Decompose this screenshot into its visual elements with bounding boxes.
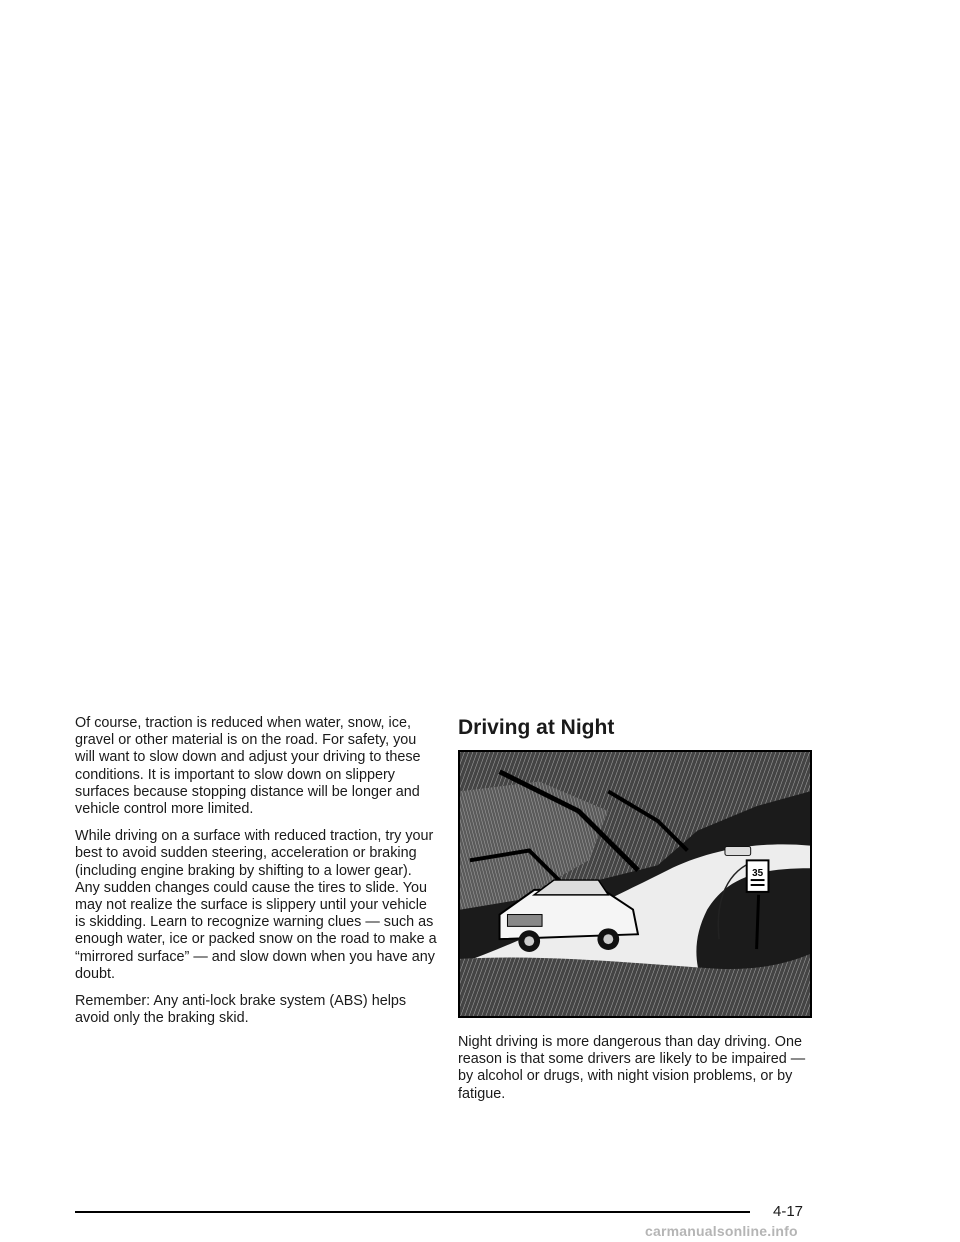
left-column xyxy=(75,715,437,1037)
paragraph-night-driving: Night driving is more dangerous than day driving. One reason is that some drivers are likely to be impaired — by alcohol or drugs, with night vision problems, or by fatigue. xyxy=(458,1034,806,1102)
section-heading: Driving at Night xyxy=(458,716,615,739)
night-road-image xyxy=(460,752,810,1016)
watermark: carmanualsonline.info xyxy=(645,1223,798,1239)
paragraph-reduced-traction: While driving on a surface with reduced traction, try your best to avoid sudden steering, acceleration or braking (including engine braking by shifting to a lower gear). Any sudden changes could cause the tires to slide. You may not realize the surface is slippery until your vehicle is skidding. Learn to recognize warning clues — such as enough water, ice or packed snow on the road to make a “mirrored surface” — and slow down when you have any doubt. xyxy=(75,828,437,982)
right-column xyxy=(458,715,818,1113)
night-driving-illustration xyxy=(458,750,812,1018)
paragraph-abs: Remember: Any anti-lock brake system (ABS) helps avoid only the braking skid. xyxy=(75,993,407,1027)
footer-rule xyxy=(75,1211,750,1213)
speed-sign-number: 35 xyxy=(752,868,764,880)
paragraph-traction: Of course, traction is reduced when water, snow, ice, gravel or other material is on the road. For safety, you will want to slow down and adjust your driving to these conditions. It is important to slow down on slippery surfaces because stopping distance will be longer and vehicle control more limited. xyxy=(75,715,421,818)
page-number: 4-17 xyxy=(773,1203,804,1220)
